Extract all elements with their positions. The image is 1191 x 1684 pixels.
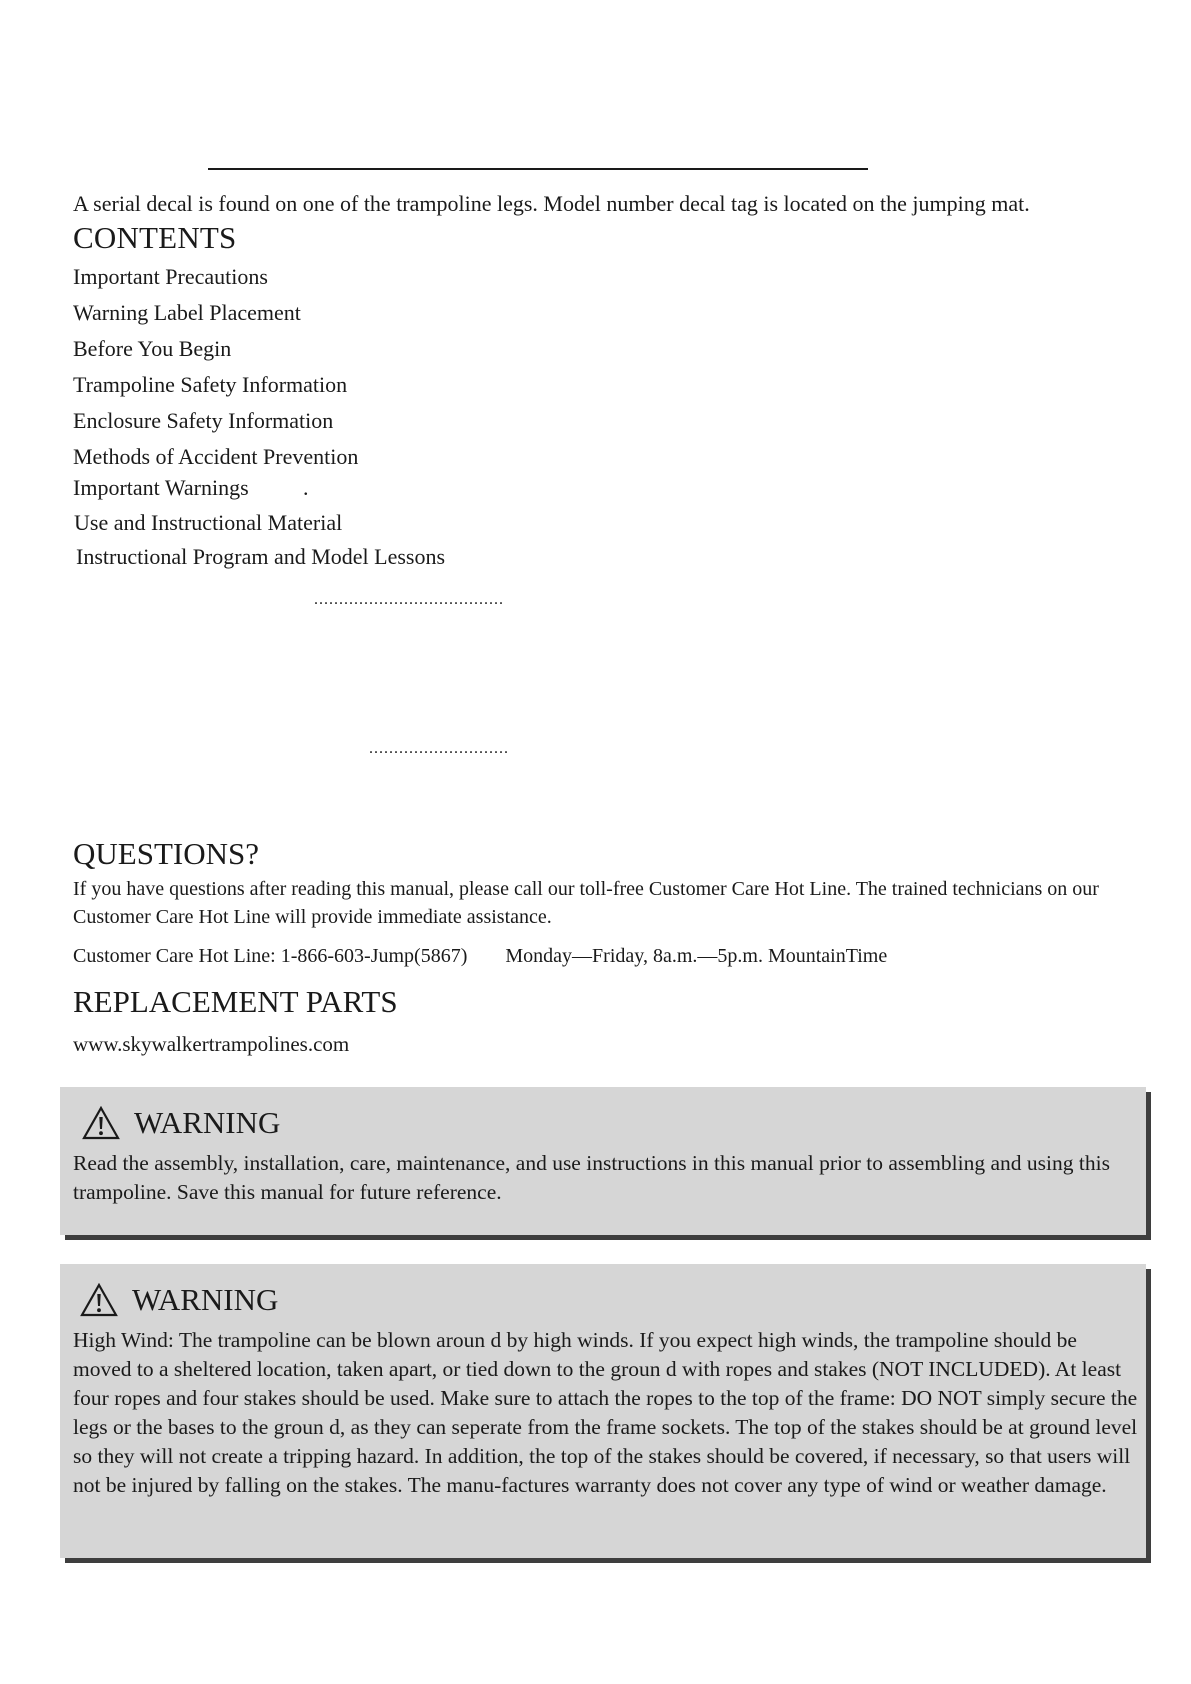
top-rule: [208, 168, 868, 170]
toc-item-instructional-program[interactable]: Instructional Program and Model Lessons: [76, 544, 446, 569]
hotline-line: [73, 942, 1153, 970]
replacement-parts-heading: REPLACEMENT PARTS: [73, 984, 398, 1019]
warning-title: [80, 1282, 278, 1318]
toc-item-warning-label-placement[interactable]: Warning Label Placement: [73, 300, 301, 325]
serial-decal-note: A serial decal is found on one of the trampoline legs. Model number decal tag is located on the jumping mat.: [73, 191, 1030, 216]
contents-heading: CONTENTS: [73, 220, 237, 255]
questions-body: If you have questions after reading this manual, please call our toll-free Customer Care Hot Line. The trained technicians on our Customer Care Hot Line will provide immediate assistance.: [73, 878, 1099, 928]
hotline-number: Customer Care Hot Line: 1-866-603-Jump(5867): [73, 945, 468, 967]
warning-box-assembly: [60, 1087, 1146, 1235]
toc-item-important-warnings[interactable]: Important Warnings: [73, 475, 249, 500]
toc-item-enclosure-safety[interactable]: Enclosure Safety Information: [73, 408, 334, 433]
dot-leader: ............................: [369, 740, 509, 757]
toc-item-accident-prevention[interactable]: Methods of Accident Prevention: [73, 444, 359, 469]
warning-title-text: WARNING: [132, 1282, 279, 1317]
toc-item-before-you-begin[interactable]: Before You Begin: [73, 336, 232, 361]
warning-title: [82, 1105, 280, 1141]
toc-item-trampoline-safety[interactable]: Trampoline Safety Information: [73, 372, 348, 397]
replacement-parts-url[interactable]: www.skywalkertrampolines.com: [73, 1032, 350, 1056]
warning-body: High Wind: The trampoline can be blown aroun d by high winds. If you expect high winds, the trampoline should be moved to a sheltered location, taken apart, or tied down to the groun d with ropes and stakes (NOT INCLUDED). At least four ropes and four stakes should be used. Make sure to attach the ropes to the top of the frame: DO NOT simply secure the legs or the bases to the groun d, as they can seperate from the frame sockets. The top of the stakes should be at ground level so they will not create a tripping hazard. In addition, the top of the stakes should be covered, if necessary, so that users will not be injured by falling on the stakes. The manu-factures warranty does not cover any type of wind or weather damage.: [73, 1328, 1138, 1497]
toc-item-important-precautions[interactable]: Important Precautions: [73, 264, 268, 289]
warning-body: Read the assembly, installation, care, maintenance, and use instructions in this manual prior to assembling and using this trampoline. Save this manual for future reference.: [73, 1151, 1110, 1204]
warning-triangle-icon: [82, 1106, 120, 1140]
warning-triangle-icon: [80, 1283, 118, 1317]
dot-leader: ......................................: [314, 591, 504, 608]
toc-item-use-instructional-material[interactable]: Use and Instructional Material: [74, 510, 343, 535]
warning-title-text: WARNING: [134, 1105, 281, 1140]
warning-box-high-wind: [60, 1264, 1146, 1558]
questions-heading: QUESTIONS?: [73, 836, 259, 871]
hotline-hours: Monday—Friday, 8a.m.—5p.m. MountainTime: [505, 945, 888, 967]
toc-stray-period: .: [303, 475, 309, 500]
